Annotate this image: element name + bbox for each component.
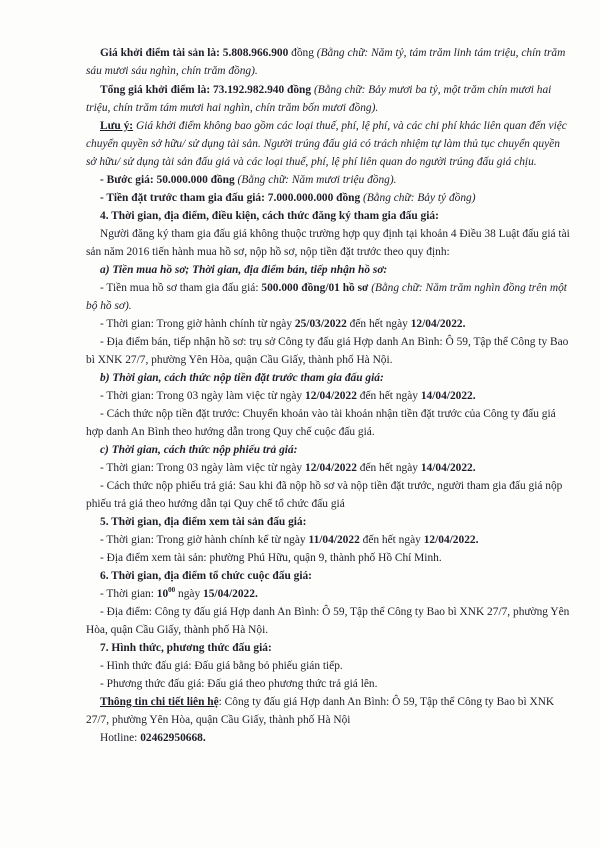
deposit [86,189,570,207]
date-from: 11/04/2022 [308,534,360,546]
time-prefix: - Thời gian: [100,588,154,600]
section-4b-method: - Cách thức nộp tiền đặt trước: Chuyển khoản vào tài khoản nhận tiền đặt trước của Công ty đấu giá hợp danh An Bình theo hướng dẫn trong Quy chế cuộc đấu giá. [86,408,556,438]
section-4a-fee [86,279,570,315]
bid-step [86,171,570,189]
time-mid: đến hết ngày [349,318,408,330]
section-4b-time: - Thời gian: Trong 03 ngày làm việc từ ngày 12/04/2022 đến hết ngày 14/04/2022. [100,390,476,402]
section-7-method: - Phương thức đấu giá: Đấu giá theo phương thức trả giá lên. [100,678,378,690]
section-6-heading: 6. Thời gian, địa điểm tổ chức cuộc đấu giá: [100,570,312,582]
total-price-words: (Bằng chữ: Bảy mươi ba tỷ, một trăm chín mươi hai triệu, chín trăm tám mươi hai nghìn, chín trăm bốn mươi đồng). [86,84,552,114]
deposit-label: - Tiền đặt trước tham gia đấu giá: [100,192,265,204]
total-price-label: Tổng giá khởi điểm là: [100,84,211,96]
section-6-time: - Thời gian: $10^{00}$ ngày 15/04/2022. [100,586,258,600]
time-prefix: - Thời gian: Trong giờ hành chính kể từ ngày [100,534,306,546]
time-prefix: - Thời gian: Trong giờ hành chính từ ngày [100,318,293,330]
time-mid: đến hết ngày [359,390,418,402]
date-to: 12/04/2022 [423,534,476,546]
section-4a-place: - Địa điểm bán, tiếp nhận hồ sơ: trụ sở Công ty đấu giá Hợp danh An Bình: Ô 59, Tập thể Công ty Bao bì XNK 27/7, phường Yên Hòa, quận Cầu Giấy, thành phố Hà Nội. [86,336,569,366]
auction-hour: 10 [156,588,169,600]
deposit-words: (Bằng chữ: Bảy tỷ đồng) [363,192,476,204]
bid-step-words: (Bằng chữ: Năm mươi triệu đồng). [237,174,397,186]
date-from: 25/03/2022 [294,318,347,330]
fee-value: 500.000 đồng/01 hồ sơ [261,282,369,294]
starting-price-words: (Bằng chữ: Năm tỷ, tám trăm linh tám triệu, chín trăm sáu mươi sáu nghìn, chín trăm đồng). [86,47,566,77]
note-label: Lưu ý: [100,120,134,132]
contact-info [86,693,570,729]
fee-words: (Bằng chữ: Năm trăm nghìn đồng trên một bộ hồ sơ). [86,282,567,312]
section-5-time: - Thời gian: Trong giờ hành chính kể từ ngày 11/04/2022 đến hết ngày 12/04/2022. [100,534,479,546]
date-from: 12/04/2022 [305,390,357,402]
section-4c-time: - Thời gian: Trong 03 ngày làm việc từ ngày 12/04/2022 đến hết ngày 14/04/2022. [100,462,476,474]
section-5-place: - Địa điểm xem tài sản: phường Phú Hữu, quận 9, thành phố Hồ Chí Minh. [100,552,442,564]
note-text: Giá khởi điểm không bao gồm các loại thuế, phí, lệ phí, và các chi phí khác liên quan đến việc chuyển quyền sở hữu/ sử dụng tài sản. Người trúng đấu giá có trách nhiệm tự làm thủ tục chuyển quyền sở hữu/ sử dụng tài sản đấu giá và các loại thuế, phí, lệ phí liên quan do người trúng đấu giá chịu. [86,120,567,168]
auction-date: 15/04/2022 [203,588,255,600]
section-7-heading: 7. Hình thức, phương thức đấu giá: [100,642,272,654]
section-4a-heading: a) Tiền mua hồ sơ; Thời gian, địa điểm bán, tiếp nhận hồ sơ: [100,264,388,276]
auction-time [157,588,175,600]
bid-step-label: - Bước giá: [100,174,154,186]
total-starting-price [86,81,570,117]
section-5-heading: 5. Thời gian, địa điểm xem tài sản đấu giá: [100,516,307,528]
time-prefix: - Thời gian: Trong 03 ngày làm việc từ ngày [100,390,303,402]
section-4-intro: Người đăng ký tham gia đấu giá không thuộc trường hợp quy định tại khoản 4 Điều 38 Luật đấu giá tài sản năm 2016 tiến hành mua hồ sơ, nộp hồ sơ, nộp tiền đặt trước theo quy định: [86,228,570,258]
section-4-heading: 4. Thời gian, địa điểm, điều kiện, cách thức đăng ký tham gia đấu giá: [100,210,439,222]
fee-label: - Tiền mua hồ sơ tham gia đấu giá: [100,282,259,294]
starting-price-label: Giá khởi điểm tài sản là: [100,47,220,59]
starting-price-unit: đồng [291,47,314,59]
hotline [86,729,570,747]
note-paragraph [86,117,570,171]
hotline-label: Hotline: [100,732,138,744]
section-7-form: - Hình thức đấu giá: Đấu giá bằng bỏ phiếu gián tiếp. [100,660,343,672]
auction-minutes: 00 [168,586,176,595]
section-6-place: - Địa điểm: Công ty đấu giá Hợp danh An Bình: Ô 59, Tập thể Công ty Bao bì XNK 27/7, phường Yên Hòa, quận Cầu Giấy, thành phố Hà Nội. [86,606,570,636]
time-mid: ngày [178,588,201,600]
starting-price-value: 5.808.966.900 [222,47,289,59]
time-mid: đến hết ngày [362,534,421,546]
contact-text: : Công ty đấu giá Hợp danh An Bình: Ô 59, Tập thể Công ty Bao bì XNK 27/7, phường Yên Hòa, quận Cầu Giấy, thành phố Hà Nội [86,696,555,726]
total-price-value: 73.192.982.940 đồng [212,84,312,96]
hotline-value: 02462950668. [140,732,206,744]
time-prefix: - Thời gian: Trong 03 ngày làm việc từ ngày [100,462,303,474]
contact-label: Thông tin chi tiết liên hệ [100,696,219,708]
date-to: 14/04/2022 [420,462,473,474]
date-to: 14/04/2022 [420,390,473,402]
section-4a-time: - Thời gian: Trong giờ hành chính từ ngày 25/03/2022 đến hết ngày 12/04/2022. [100,318,466,330]
section-4c-method: - Cách thức nộp phiếu trả giá: Sau khi đã nộp hồ sơ và nộp tiền đặt trước, người tham gia đấu giá nộp phiếu trả giá theo hướng dẫn tại Quy chế tổ chức đấu giá [86,480,563,510]
time-mid: đến hết ngày [359,462,418,474]
document-body [86,44,570,747]
deposit-value: 7.000.000.000 đồng [267,192,361,204]
bid-step-value: 50.000.000 đồng [156,174,235,186]
section-4c-heading: c) Thời gian, cách thức nộp phiếu trả giá: [100,444,298,456]
date-from: 12/04/2022 [305,462,357,474]
starting-price-item [86,44,570,80]
date-to: 12/04/2022 [410,318,463,330]
section-4b-heading: b) Thời gian, cách thức nộp tiền đặt trước tham gia đấu giá: [100,372,384,384]
